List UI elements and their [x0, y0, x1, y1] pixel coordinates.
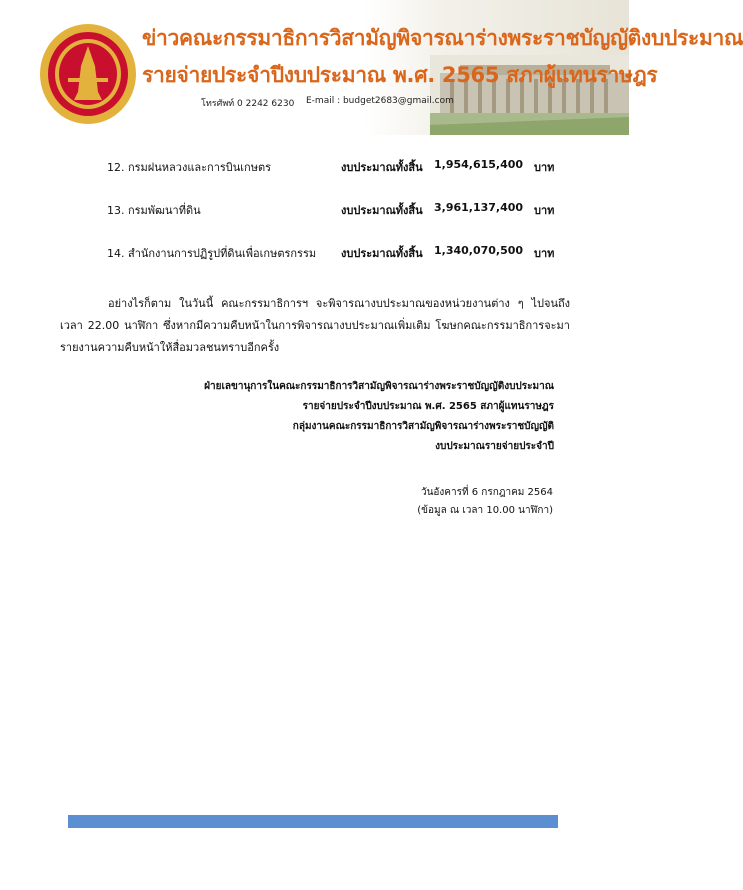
item-amount: 1,340,070,500 — [434, 244, 524, 257]
budget-item-row — [0, 244, 629, 264]
item-unit: บาท — [534, 247, 555, 260]
item-name: 14. สำนักงานการปฏิรูปที่ดินเพื่อเกษตรกรรม — [107, 247, 317, 260]
item-name: 13. กรมพัฒนาที่ดิน — [107, 204, 201, 217]
parliament-seal-icon — [38, 22, 138, 126]
header-band — [0, 0, 743, 135]
date-line: วันอังคารที่ 6 กรกฎาคม 2564 — [420, 487, 553, 498]
header-title-line2: รายจ่ายประจำปีงบประมาณ พ.ศ. 2565 สภาผู้แทนราษฎร — [142, 63, 658, 87]
signature-line1: ฝ่ายเลขานุการในคณะกรรมาธิการวิสามัญพิจารณาร่างพระราชบัญญัติงบประมาณ — [204, 381, 554, 392]
signature-line3: กลุ่มงานคณะกรรมาธิการวิสามัญพิจารณาร่างพระราชบัญญัติ — [292, 421, 554, 432]
data-time-note: (ข้อมูล ณ เวลา 10.00 นาฬิกา) — [417, 505, 553, 516]
header-email: E-mail : budget2683@gmail.com — [306, 96, 454, 106]
item-unit: บาท — [534, 161, 555, 174]
item-total-label: งบประมาณทั้งสิ้น — [341, 204, 423, 217]
item-total-label: งบประมาณทั้งสิ้น — [341, 247, 423, 260]
header-title-line1: ข่าวคณะกรรมาธิการวิสามัญพิจารณาร่างพระราชบัญญัติงบประมาณ — [142, 26, 743, 50]
item-name: 12. กรมฝนหลวงและการบินเกษตร — [107, 161, 272, 174]
budget-item-row — [0, 158, 629, 178]
item-amount: 1,954,615,400 — [434, 158, 524, 171]
signature-line2: รายจ่ายประจำปีงบประมาณ พ.ศ. 2565 สภาผู้แทนราษฎร — [302, 401, 554, 412]
item-unit: บาท — [534, 204, 555, 217]
body-paragraph: อย่างไรก็ตาม ในวันนี้ คณะกรรมาธิการฯ จะพิจารณางบประมาณของหน่วยงานต่าง ๆ ไปจนถึงเวลา 22.00 นาฬิกา ซึ่งหากมีความคืบหน้าในการพิจารณางบประมาณเพิ่มเติม โฆษกคณะกรรมาธิการจะมารายงานความคืบหน้าให้สื่อมวลชนทราบอีกครั้ง — [60, 297, 570, 354]
budget-item-row — [0, 201, 629, 221]
signature-line4: งบประมาณรายจ่ายประจำปี — [435, 441, 554, 452]
footer-bar — [68, 815, 558, 828]
item-amount: 3,961,137,400 — [434, 201, 524, 214]
item-total-label: งบประมาณทั้งสิ้น — [341, 161, 423, 174]
header-phone: โทรศัพท์ 0 2242 6230 — [201, 99, 295, 109]
